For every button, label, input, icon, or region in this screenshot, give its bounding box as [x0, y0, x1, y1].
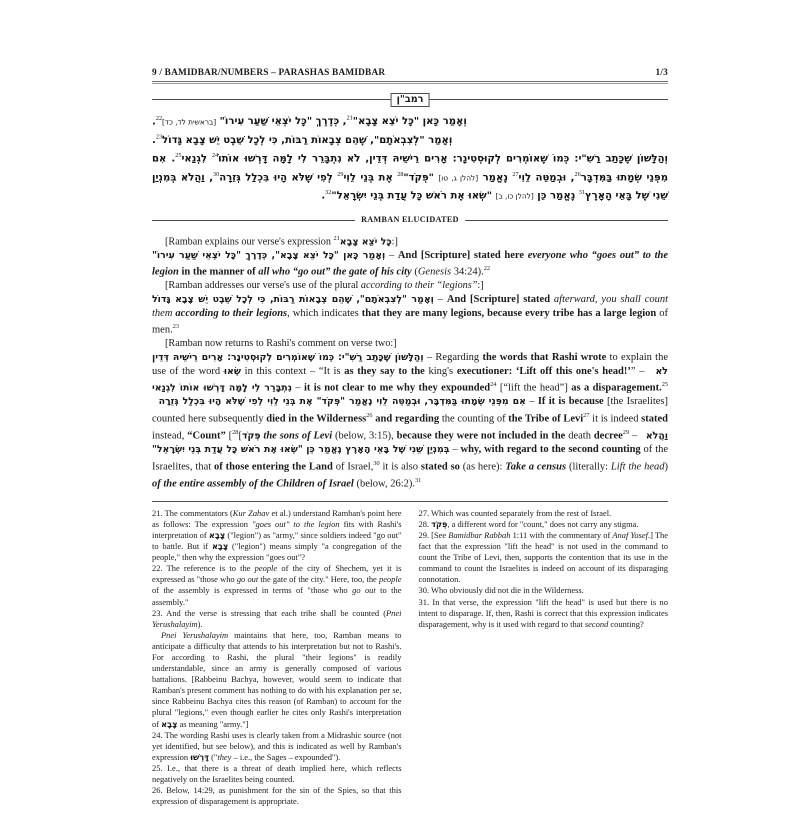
- elucidated-paragraph-2: וְאָמַר "לְצִבְאֹתָם", שֶׁהֵם צְבָאוֹת רַבּוֹת, כִּי לְכָל שֵׁבֶט יֵשׁ צָבָא גָּדוֹל – And [Scripture] stated afterward, you shall count them according to their legions, which indicates that they are many legions, because every tribe has a large legion of men.$^{23}$: [152, 294, 669, 336]
- elucidated-body: [152, 232, 668, 491]
- elucidated-label: RAMBAN ELUCIDATED: [355, 214, 465, 225]
- running-head-title: 9 / BAMIDBAR/NUMBERS – PARASHAS BAMIDBAR: [152, 68, 386, 78]
- hebrew-line-1: וְאָמַר כָּאן "כָּל יֹצֵא צָבָא"$^{21}$, כְּדֶרֶךְ "כָּל יֹצְאֵי שַׁעַר עִירוֹ" [בראשית לד, כד]$^{22}$.: [152, 115, 467, 128]
- running-head: [152, 68, 668, 80]
- footnote-23b: Pnei Yerushalayim maintains that here, too, Ramban means to anticipate a difficulty that attends to his interpretation but not to Rashi's. For according to Rashi, the plural "their legions" is readily understandable, since an army is generally composed of various battalions. [Rabbeinu Bachya, however, would seem to indicate that Ramban's present comment has nothing to do with his explanation per se, since Rabbeinu Bachya cites this reason (of Ramban) to account for the plural "legions," even though earlier he cites only Rashi's interpretation of צָבָא as meaning "army."]: [152, 629, 402, 729]
- elucidated-paragraph-1: וְאָמַר כָּאן "כָּל יֹצֵא צָבָא", כְּדֶרֶךְ "כָּל יֹצְאֵי שַׁעַר עִירוֹ" – And [Scripture] stated here everyone who “goes out” to the legion in the manner of all who “go out” the gate of his city (Genesis 34:24).$^{22}$: [152, 249, 669, 278]
- elucidated-bracket-2: [Ramban addresses our verse's use of the plural according to their “legions”:]: [165, 280, 484, 292]
- footnote-30: 30. Who obviously did not die in the Wilderness.: [418, 585, 584, 596]
- footnote-27: 27. Which was counted separately from the rest of Israel.: [418, 507, 612, 518]
- ramban-title-box: רמב"ן: [391, 93, 430, 107]
- footnote-25: 25. I.e., that there is a threat of death implied here, which reflects negatively on the Israelites being counted.: [152, 762, 402, 785]
- footnote-29: 29. [See Bamidbar Rabbah 1:11 with the commentary of Anaf Yosef.] The fact that the expression "lift the head" is not used in the command to count the Tribe of Levi, then, supports the contention that its use in the command to count the Israelites is indeed on account of its disparaging connotation.: [418, 529, 668, 585]
- footnote-28: 28. פְּקֹד, a different word for "count," does not carry any stigma.: [418, 518, 639, 529]
- footnotes-container: [152, 508, 668, 818]
- footnote-31: 31. In that verse, the expression "lift the head" is used but there is no intent to disparage. If, then, Rashi is correct that this expression indicates disparagement, why is it used with regard to that second counting?: [418, 596, 668, 629]
- footnote-24: 24. The wording Rashi uses is clearly taken from a Midrashic source (not yet identified, but see below), and this is indicated as well by Ramban's expression דָּרְשׁוּ ("they – i.e., the Sages – expounded").: [152, 729, 402, 762]
- elucidated-bracket-1: [Ramban explains our verse's expression כָּל יֹצֵא צָבָא$^{21}$ :]: [165, 234, 398, 248]
- footnote-21: 21. The commentators (Kur Zahav et al.) understand Ramban's point here as follows: The expression "goes out" to the legion fits with Rashi's interpretation of צָבָא ("legion") as "army," since soldiers indeed "go out" to battle. But if צָבָא ("legion") means simply "a congregation of the people," then why the expression "goes out"?: [152, 507, 402, 563]
- elucidated-bracket-3: [Ramban now returns to Rashi's comment on verse two:]: [165, 338, 397, 350]
- page-content: [152, 68, 668, 818]
- hebrew-line-3: וְהַלָּשׁוֹן שֶׁכָּתַב רַשִׁ"י: כְּמוֹ שֶׁאוֹמְרִים לְקוּסְטִינָר: אָרִים רֵישֵׁיהּ דְּדֵין, לֹא נִתְבָּרֵר לִי לָמָּה דָּרְשׁוּ אוֹתוֹ$^{24}$ לִגְנַאי$^{25}$. אִם מִפְּנֵי שְׂמָתוּ בַּמִּדְבָּר$^{26}$, וּבְמַטֵּה לֵוִי$^{27}$ נֶאֱמַר [להלן ג, טו] "פְּקֹד"$^{28}$ אֶת בְּנֵי לֵוִי$^{29}$ לְפִי שֶׁלֹּא הָיוּ בִּכְלַל גְּזֵרָה$^{30}$, וַהֲלֹא בְּמִנְיַן שֵׁנִי שֶׁל בָּאֵי הָאָרֶץ$^{31}$ נֶאֱמַר כֵּן [להלן כו, ב] "שְׂאוּ אֶת רֹאשׁ כָּל עֲדַת בְּנֵי יִשְׂרָאֵל"$^{32}$.: [152, 152, 668, 202]
- hebrew-line-2: וְאָמַר "לְצִבְאֹתָם", שֶׁהֵם צְבָאוֹת רַבּוֹת, כִּי לְכָל שֵׁבֶט יֵשׁ צָבָא גָּדוֹל$^{23}$.: [152, 133, 453, 146]
- footnote-22: 22. The reference is to the people of the city of Shechem, yet it is expressed as "those who go out the gate of the city." Here, too, the people of the assembly is expressed in terms of "those who go out to the assembly.": [152, 563, 402, 607]
- running-head-rule: [152, 81, 668, 84]
- footnote-26: 26. Below, 14:29, as punishment for the sin of the Spies, so that this expression of disparagement is appropriate.: [152, 785, 402, 807]
- ramban-elucidated-header: [152, 214, 668, 226]
- footnote-23: 23. And the verse is stressing that each tribe shall be counted (Pnei Yerushalayim).: [152, 607, 402, 629]
- footnote-separator: [152, 501, 668, 502]
- ramban-section-header: [152, 93, 668, 106]
- page-number: 1/3: [655, 68, 668, 78]
- elucidated-paragraph-3: וְהַלָּשׁוֹן שֶׁכָּתַב רַשִׁ"י: כְּמוֹ שֶׁאוֹמְרִים לְקוּסְטִינָר: אָרִים רֵישֵׁיהּ דְּדֵין – Regarding the words that Rashi wrote to explain the use of the word שְׂאוּ in this context – “It is as they say to the king's executioner: ‘Lift off this one's head!’” – לֹא נִתְבָּרֵר לִי לָמָּה דָּרְשׁוּ אוֹתוֹ לִגְנַאי – it is not clear to me why they expounded$^{24}$ [“lift the head”] as a disparagement.$^{25}$ אִם מִפְּנֵי שְׂמָתוּ בַּמִּדְבָּר, וּבְמַטֵּה לֵוִי נֶאֱמַר "פְּקֹד" אֶת בְּנֵי לֵוִי לְפִי שֶׁלֹּא הָיוּ בִּכְלַל גְּזֵרָה – If it is because [the Israelites] counted here subsequently died in the Wilderness$^{26}$ and regarding the counting of the Tribe of Levi$^{27}$ it is indeed stated instead, “Count” [ פְּקֹד]$^{28}$ the sons of Levi (below, 3:15), because they were not included in the death decree$^{29}$ – וַהֲלֹא בְּמִנְיַן שֵׁנִי שֶׁל בָּאֵי הָאָרֶץ נֶאֱמַר כֵּן "שְׂאוּ אֶת רֹאשׁ כָּל עֲדַת בְּנֵי יִשְׂרָאֵל" – why, with regard to the second counting of the Israelites, that of those entering the Land of Israel,$^{30}$ it is also stated so (as here): Take a census (literally: Lift the head) of the entire assembly of the Children of Israel (below, 26:2).$^{31}$: [152, 351, 669, 490]
- ramban-hebrew-text: [152, 111, 668, 204]
